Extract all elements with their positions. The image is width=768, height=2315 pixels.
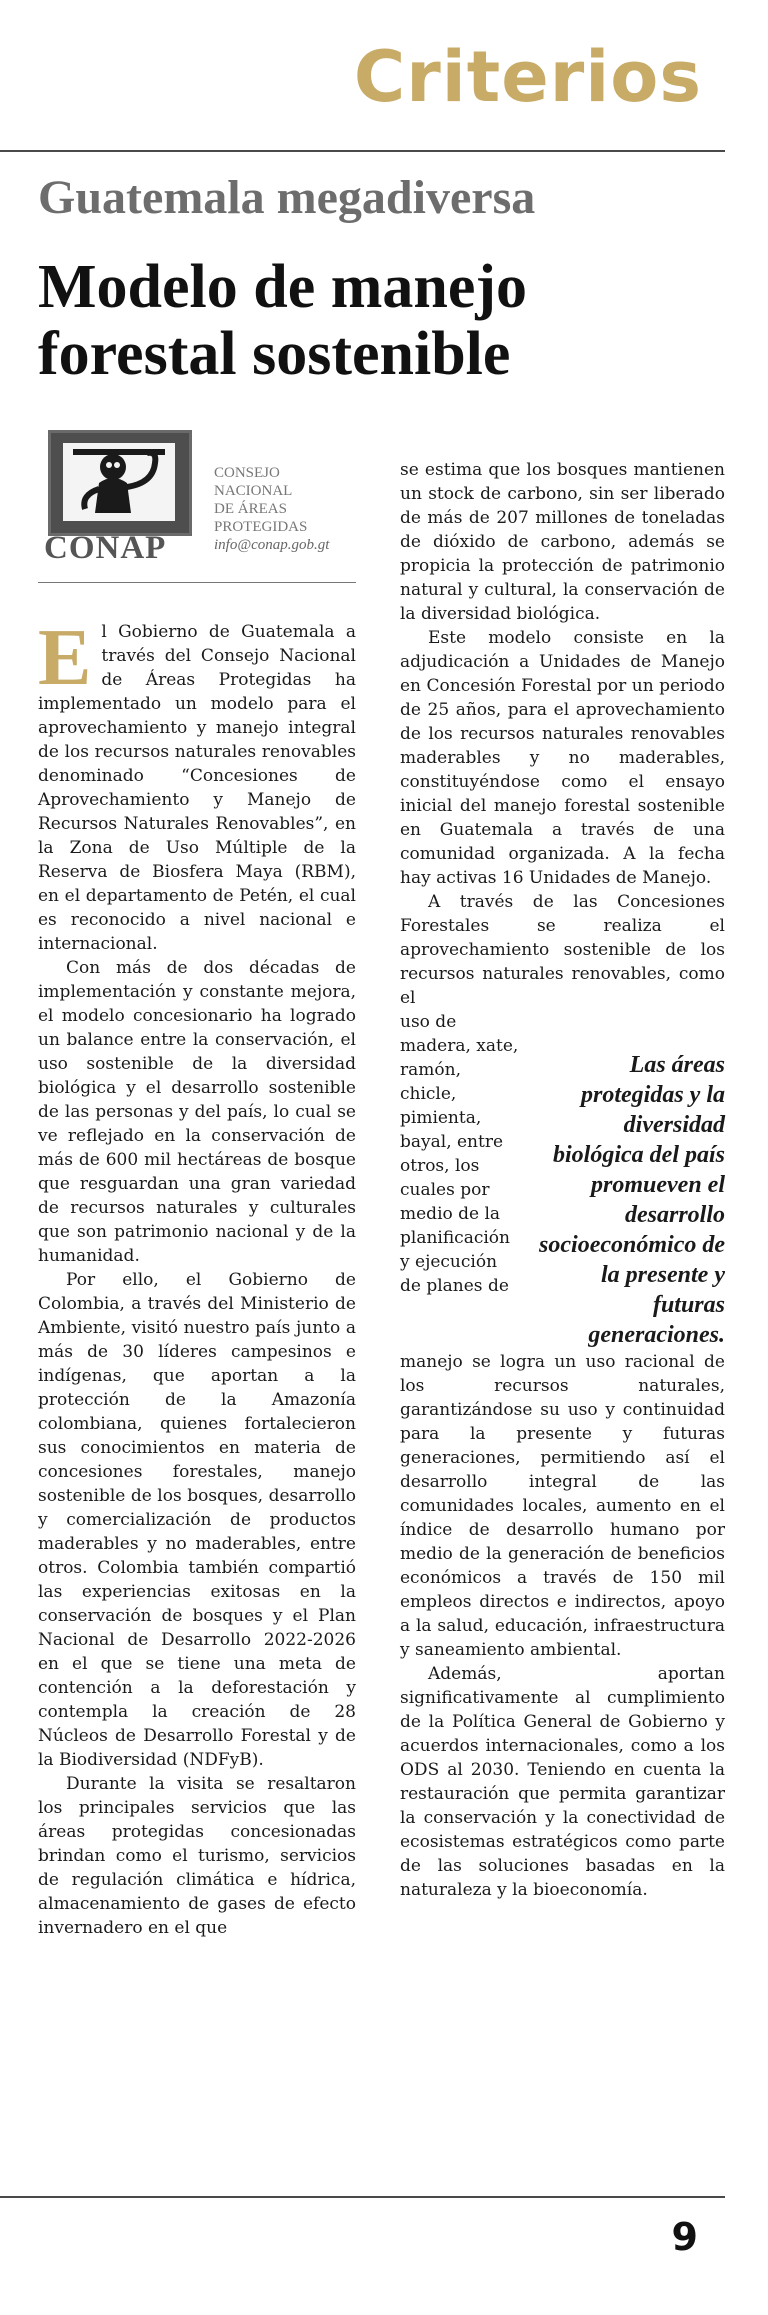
conap-emblem (48, 430, 192, 536)
conap-wordmark: CONAP (44, 530, 167, 566)
paragraph-3: Por ello, el Gobierno de Colombia, a través del Ministerio de Ambiente, visitó nuestro país junto a más de 30 líderes campesinos e indígenas, que aportan a la protección de la Amazonía colombiana, quienes fortalecieron sus conocimientos en materia de concesiones forestales, manejo sostenible de los bosques, desarrollo y comercialización de productos maderables y no maderables, entre otros. Colombia también compartió las experiencias exitosas en la conservación de bosques y el Plan Nacional de Desarrollo 2022-2026 en el que se tiene una meta de contención a la deforestación y contempla la creación de 28 Núcleos de Desarrollo Forestal y de la Biodiversidad (NDFyB). (38, 1270, 356, 1770)
conap-line-3: DE ÁREAS (214, 501, 287, 517)
paragraph-7-continued: manejo se logra un uso racional de los recursos naturales, garantizándose su uso y continuidad para la presente y futuras generaciones, permitiendo así el desarrollo integral de las comunidades locales, aumento en el índice de desarrollo humano por medio de la generación de beneficios económicos a través de 150 mil empleos directos e indirectos, apoyo a la salud, educación, infraestructura y saneamiento ambiental. (400, 1352, 725, 1660)
paragraph-2: Con más de dos décadas de implementación y constante mejora, el modelo concesionario ha logrado un balance entre la conservación, el uso sostenible de la diversidad biológica y el desarrollo sostenible de las personas y del país, lo cual se ve reflejado en la conservación de más de 600 mil hectáreas de bosque que resguardan una gran variedad de recursos naturales y culturales que son patrimonio nacional y de la humanidad. (38, 958, 356, 1266)
pull-quote-wrap (400, 1010, 725, 1350)
paragraph-1 (38, 614, 356, 956)
paragraph-7: A través de las Concesiones Forestales se realiza el aprovechamiento sostenible de los recursos naturales renovables, como el (400, 892, 725, 1008)
section-label: Criterios (353, 36, 702, 118)
conap-line-1: CONSEJO (214, 465, 280, 481)
paragraph-8: Además, aportan significativamente al cumplimiento de la Política General de Gobierno y acuerdos internacionales, como a los ODS al 2030. Teniendo en cuenta la restauración que permita garantizar la conservación y la conectividad de ecosistemas estratégicos como parte de las soluciones basadas en la naturaleza y la bioeconomía. (400, 1664, 725, 1900)
article-column-right (400, 458, 725, 1902)
page-number: 9 (671, 2215, 698, 2259)
drop-cap: E (38, 614, 92, 702)
conap-name (214, 464, 354, 554)
pull-quote: Las áreas protegidas y la diversidad biológica del país promueven el desarrollo socioeconómico de la presente y futuras generaciones. (539, 1052, 725, 1348)
conap-email: info@conap.gob.gt (214, 537, 330, 553)
paragraph-6: Este modelo consiste en la adjudicación a Unidades de Manejo en Concesión Forestal por un periodo de 25 años, para el aprovechamiento de los recursos naturales renovables maderables y no maderables, constituyéndose como el ensayo inicial del manejo forestal sostenible en Guatemala a través de una comunidad organizada. A la fecha hay activas 16 Unidades de Manejo. (400, 628, 725, 888)
paragraph-4: Durante la visita se resaltaron los principales servicios que las áreas protegidas concesionadas brindan como el turismo, servicios de regulación climática e hídrica, almacenamiento de gases de efecto invernadero en el que (38, 1774, 356, 1938)
kicker: Guatemala megadiversa (38, 171, 536, 224)
logo-divider (38, 582, 356, 583)
paragraph-7-side: uso de madera, xate, ramón, chicle, pimienta, bayal, entre otros, los cuales por medio de la planificación y ejecución de planes de (400, 1012, 519, 1296)
monkey-icon (63, 443, 175, 521)
paragraph-1-text: l Gobierno de Guatemala a través del Consejo Nacional de Áreas Protegidas ha implementado un modelo para el aprovechamiento y manejo integral de los recursos naturales renovables denominado “Concesiones de Aprovechamiento y Manejo de Recursos Naturales Renovables”, en la Zona de Uso Múltiple de la Reserva de Biosfera Maya (RBM), en el departamento de Petén, el cual es reconocido a nivel nacional e internacional. (38, 622, 356, 954)
conap-line-4: PROTEGIDAS (214, 519, 308, 535)
article-column-left (38, 614, 356, 1940)
paragraph-5: se estima que los bosques mantienen un stock de carbono, sin ser liberado de más de 207 millones de toneladas de dióxido de carbono, además se propicia la protección de patrimonio natural y cultural, la conservación de la diversidad biológica. (400, 460, 725, 624)
headline: Modelo de manejo forestal sostenible (38, 253, 528, 388)
emblem-inner (63, 443, 175, 521)
bottom-divider (0, 2196, 725, 2198)
conap-logo (44, 420, 348, 570)
top-divider (0, 150, 725, 152)
conap-line-2: NACIONAL (214, 483, 293, 499)
